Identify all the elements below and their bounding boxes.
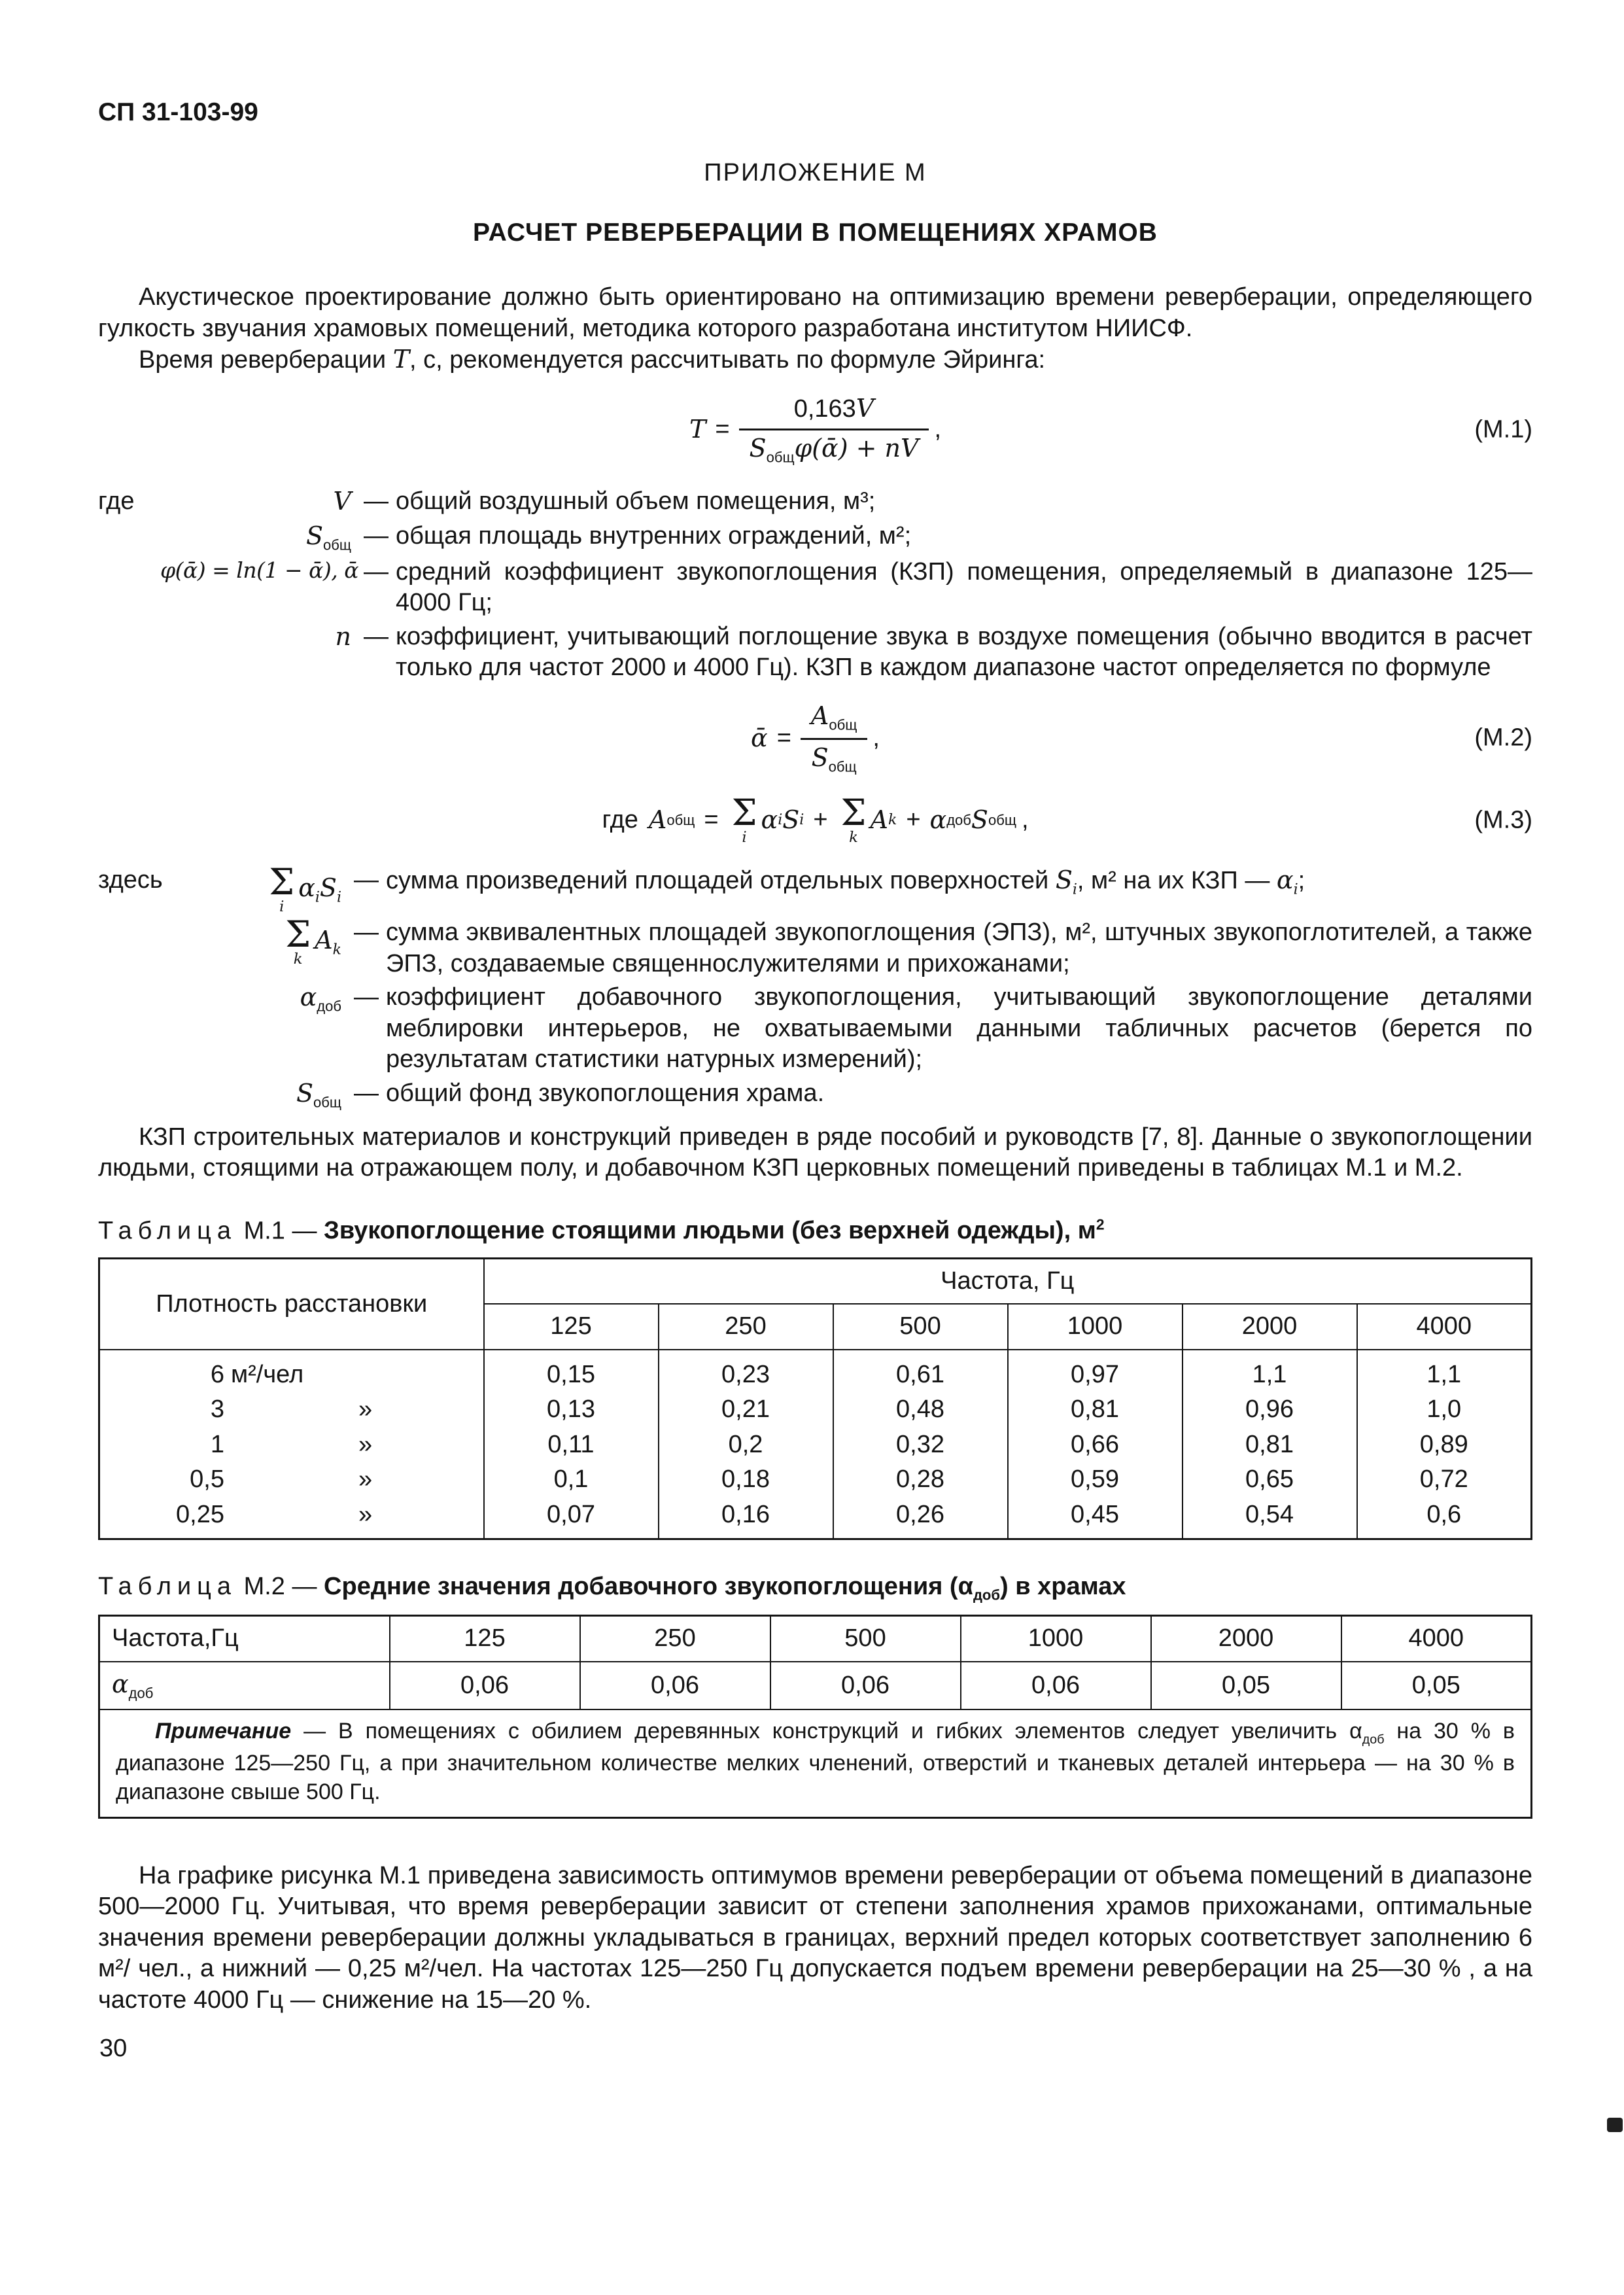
freq-col-header: 125 xyxy=(484,1304,659,1350)
density-label: 1 » xyxy=(99,1428,484,1463)
table-cell: 0,89 xyxy=(1357,1428,1532,1463)
definition-adob: коэффициент добавочного звукопоглощения, учитывающий звукопоглощение деталями меблировки интерьеров, не охватываемыми данными табличных расчетов (берется по результатам статистики натурных измерений); xyxy=(386,983,1532,1074)
term-v: V xyxy=(333,487,351,516)
definition-sum2: сумма эквивалентных площадей звукопоглощения (ЭПЗ), м², штучных звукопоглотителей, а также ЭПЗ, создаваемые священнослужителями и прихожанами; xyxy=(386,919,1532,977)
density-label: 3 » xyxy=(99,1392,484,1428)
sum-symbol: Σ i xyxy=(269,861,295,916)
formula-comma: , xyxy=(934,415,942,444)
table-cell: 0,54 xyxy=(1183,1498,1357,1539)
table-number: М.2 xyxy=(243,1573,285,1601)
table-cell: 0,6 xyxy=(1357,1498,1532,1539)
term-n: n xyxy=(335,622,351,651)
doc-code: СП 31-103-99 xyxy=(98,98,258,126)
table-cell: 1,1 xyxy=(1183,1350,1357,1393)
equals-sign: = xyxy=(715,415,730,444)
table-number: М.1 xyxy=(243,1217,285,1245)
definition-row-sobsh xyxy=(98,521,1532,554)
fraction xyxy=(801,701,867,776)
sum-symbol: Σ i xyxy=(731,792,757,847)
freq-col-header: 250 xyxy=(659,1304,833,1350)
dash: — xyxy=(354,919,379,947)
definition-row-n xyxy=(98,622,1532,684)
formula-m2-label: (М.2) xyxy=(1474,724,1532,752)
freq-col-header: 4000 xyxy=(1341,1616,1532,1662)
definition-row-sobsh2 xyxy=(98,1078,1532,1112)
density-label: 0,25 » xyxy=(99,1498,484,1539)
where-lead: где xyxy=(98,487,135,516)
where-definitions xyxy=(98,486,1532,684)
table-cell: 0,06 xyxy=(770,1662,961,1709)
fraction-denominator: $S_{общ}\varphi(ᾱ)$ + nV xyxy=(749,434,919,466)
table-cell: 0,32 xyxy=(833,1428,1008,1463)
definition-n: коэффициент, учитывающий поглощение звука в воздухе помещения (обычно вводится в расчет только для частот 2000 и 4000 Гц). КЗП в каждом диапазоне частот определяется по формуле xyxy=(396,622,1532,682)
table-cell: 0,06 xyxy=(390,1662,580,1709)
table-m1-header-row-1 xyxy=(99,1258,1532,1304)
freq-col-header: 1000 xyxy=(961,1616,1151,1662)
table-row xyxy=(99,1498,1532,1539)
definition-row-phi xyxy=(98,557,1532,619)
formula-m1-lhs: T xyxy=(689,415,706,444)
formula-comma: , xyxy=(1021,806,1029,834)
table-m2-note-row xyxy=(99,1709,1532,1817)
table-cell: 0,13 xyxy=(484,1392,659,1428)
term-alpha-dob: $\alpha_{доб}$ xyxy=(300,983,341,1015)
alpha-dob-label: $\alpha_{доб}$ xyxy=(99,1662,390,1709)
definition-row-adob xyxy=(98,982,1532,1076)
table-cell: 0,1 xyxy=(484,1462,659,1498)
formula-intro-var: T xyxy=(392,345,410,374)
term-s-obsh: $S_{общ}$ xyxy=(296,1078,341,1111)
formula-m3 xyxy=(98,792,1532,847)
sum-symbol: Σ k xyxy=(285,913,311,968)
formula-intro-post: , с, рекомендуется рассчитывать по формуле Эйринга: xyxy=(409,346,1046,374)
definition-row-sum2 xyxy=(98,913,1532,979)
freq-col-header: 1000 xyxy=(1008,1304,1183,1350)
formula-intro-paragraph xyxy=(98,344,1532,376)
formula-comma: , xyxy=(872,724,880,752)
freq-col-header: 2000 xyxy=(1151,1616,1341,1662)
table-cell: 0,81 xyxy=(1008,1392,1183,1428)
formula-m3-body: где A общ = Σ i α i S i + Σ k A k + α доб S общ , xyxy=(602,792,1029,847)
formula-m1 xyxy=(98,393,1532,467)
table-cell: 0,21 xyxy=(659,1392,833,1428)
kzp-paragraph: КЗП строительных материалов и конструкций приведен в ряде пособий и руководств [7, 8]. Данные о звукопоглощении людьми, стоящими на отражающем полу, и добавочном КЗП церковных помещений приведены в таблицах М.1 и М.2. xyxy=(98,1123,1532,1182)
formula-m2-lhs: ᾱ xyxy=(751,723,768,752)
term-sobsh: $S_{общ}$ xyxy=(305,521,351,553)
here-definitions xyxy=(98,861,1532,1112)
scan-artifact xyxy=(1607,2118,1623,2132)
fraction-numerator: 0,163V xyxy=(739,393,929,431)
table-m1-title: Звукопоглощение стоящими людьми (без верхней одежды), $м^2$ xyxy=(324,1216,1105,1245)
page-title: РАСЧЕТ РЕВЕРБЕРАЦИИ В ПОМЕЩЕНИЯХ ХРАМОВ xyxy=(473,219,1158,247)
table-cell: 0,45 xyxy=(1008,1498,1183,1539)
formula-intro-pre: Время реверберации xyxy=(139,346,393,374)
table-cell: 0,97 xyxy=(1008,1350,1183,1393)
table-cell: 0,72 xyxy=(1357,1462,1532,1498)
table-cell: 0,15 xyxy=(484,1350,659,1393)
note-label: Примечание xyxy=(155,1719,292,1744)
table-m1-freq-header: Частота, Гц xyxy=(484,1258,1532,1304)
table-m2 xyxy=(98,1615,1532,1818)
equals-sign: = xyxy=(704,806,719,834)
table-m1-col1-header: Плотность расстановки xyxy=(99,1258,484,1350)
table-word: Таблица xyxy=(98,1217,237,1245)
dash: — xyxy=(364,521,389,550)
caption-dash: — xyxy=(292,1573,317,1601)
dash: — xyxy=(354,983,379,1011)
caption-dash: — xyxy=(292,1217,317,1245)
table-cell: 0,28 xyxy=(833,1462,1008,1498)
definition-sum1: сумма произведений площадей отдельных поверхностей $S_i$, м² на их КЗП — $\alpha_i$; xyxy=(386,866,1305,898)
dash: — xyxy=(364,622,389,650)
sum-symbol: Σ k xyxy=(840,792,867,847)
term-phi: φ(ᾱ) = ln(1 − ᾱ), ᾱ xyxy=(160,557,359,583)
definition-v: общий воздушный объем помещения, м³; xyxy=(396,487,876,516)
formula-m3-lead: где xyxy=(602,806,638,834)
table-cell: 0,2 xyxy=(659,1428,833,1463)
freq-col-header: 125 xyxy=(390,1616,580,1662)
freq-col-header: 250 xyxy=(580,1616,770,1662)
density-label: 0,5 » xyxy=(99,1462,484,1498)
table-cell: 0,96 xyxy=(1183,1392,1357,1428)
table-cell: 0,07 xyxy=(484,1498,659,1539)
fraction-numerator: $A_{общ}$ xyxy=(801,701,867,740)
formula-m1-body xyxy=(689,393,941,467)
table-m2-caption xyxy=(98,1571,1532,1604)
here-lead: здесь xyxy=(98,866,163,894)
table-row xyxy=(99,1428,1532,1463)
table-cell: 0,05 xyxy=(1151,1662,1341,1709)
formula-m1-label: (М.1) xyxy=(1474,415,1532,444)
dash: — xyxy=(354,1079,379,1107)
table-cell: 0,11 xyxy=(484,1428,659,1463)
table-cell: 0,26 xyxy=(833,1498,1008,1539)
table-cell: 0,06 xyxy=(961,1662,1151,1709)
intro-paragraph: Акустическое проектирование должно быть ориентировано на оптимизацию времени реверберации, определяющего гулкость звучания храмовых помещений, методика которого разработана институтом НИИСФ. xyxy=(98,283,1532,342)
table-cell: 0,16 xyxy=(659,1498,833,1539)
table-cell: 0,66 xyxy=(1008,1428,1183,1463)
table-cell: 0,61 xyxy=(833,1350,1008,1393)
table-cell: 0,48 xyxy=(833,1392,1008,1428)
page-number: 30 xyxy=(99,2035,128,2062)
table-cell: 1,1 xyxy=(1357,1350,1532,1393)
table-m2-freq-label: Частота,Гц xyxy=(99,1616,390,1662)
formula-m2-body xyxy=(751,701,880,776)
definition-phi: средний коэффициент звукопоглощения (КЗП) помещения, определяемый в диапазоне 125—4000 Гц; xyxy=(396,557,1532,617)
table-row xyxy=(99,1350,1532,1393)
table-cell: 0,65 xyxy=(1183,1462,1357,1498)
dash: — xyxy=(354,866,379,894)
table-cell: 0,81 xyxy=(1183,1428,1357,1463)
term-sum-alpha-s: Σ i $\alpha_iS_i$ xyxy=(269,861,341,916)
dash: — xyxy=(364,487,389,516)
table-cell: 0,18 xyxy=(659,1462,833,1498)
equals-sign: = xyxy=(776,724,791,752)
table-word: Таблица xyxy=(98,1573,237,1601)
freq-col-header: 500 xyxy=(833,1304,1008,1350)
fraction xyxy=(739,393,929,467)
fraction-denominator: $S_{общ}$ xyxy=(811,743,857,775)
definition-row-v xyxy=(98,486,1532,518)
final-paragraph: На графике рисунка М.1 приведена зависимость оптимумов времени реверберации от объема помещений в диапазоне 500—2000 Гц. Учитывая, что время реверберации зависит от степени заполнения храмов прихожанами, оптимальные значения времени реверберации должны укладываться в границах, верхний предел которых соответствует заполнению 6 м²/ чел., а нижний — 0,25 м²/чел. На частотах 125—250 Гц допускается подъем времени реверберации на 25—30 % , а на частоте 4000 Гц — снижение на 15—20 %. xyxy=(98,1861,1532,2014)
table-cell: 0,05 xyxy=(1341,1662,1532,1709)
freq-col-header: 2000 xyxy=(1183,1304,1357,1350)
table-m1-caption xyxy=(98,1216,1532,1247)
table-row xyxy=(99,1462,1532,1498)
formula-m3-label: (М.3) xyxy=(1474,806,1532,834)
table-row xyxy=(99,1392,1532,1428)
definition-row-sum1 xyxy=(98,861,1532,916)
appendix-label: ПРИЛОЖЕНИЕ М xyxy=(704,158,927,186)
density-label: 6 м²/чел xyxy=(99,1350,484,1393)
term-sum-a: Σ k $A_k$ xyxy=(285,913,341,968)
table-cell: 1,0 xyxy=(1357,1392,1532,1428)
table-cell: 0,23 xyxy=(659,1350,833,1393)
freq-col-header: 500 xyxy=(770,1616,961,1662)
table-cell: 0,06 xyxy=(580,1662,770,1709)
table-m2-title: Средние значения добавочного звукопоглощения $(\alpha_{доб})$ в храмах xyxy=(324,1573,1126,1603)
table-m2-freq-row xyxy=(99,1616,1532,1662)
formula-m2 xyxy=(98,701,1532,776)
freq-col-header: 4000 xyxy=(1357,1304,1532,1350)
definition-sobsh2: общий фонд звукопоглощения храма. xyxy=(386,1079,825,1107)
table-m1 xyxy=(98,1257,1532,1541)
definition-sobsh: общая площадь внутренних ограждений, м²; xyxy=(396,521,912,550)
table-cell: 0,59 xyxy=(1008,1462,1183,1498)
table-m2-values-row xyxy=(99,1662,1532,1709)
dash: — xyxy=(364,557,389,586)
table-note: Примечание — В помещениях с обилием деревянных конструкций и гибких элементов следует увеличить $\alpha_{доб}$ на 30 % в диапазоне 125—250 Гц, а при значительном количестве мелких членений, отверстий и тканевых деталей интерьера — на 30 % в диапазоне свыше 500 Гц. xyxy=(99,1709,1532,1817)
